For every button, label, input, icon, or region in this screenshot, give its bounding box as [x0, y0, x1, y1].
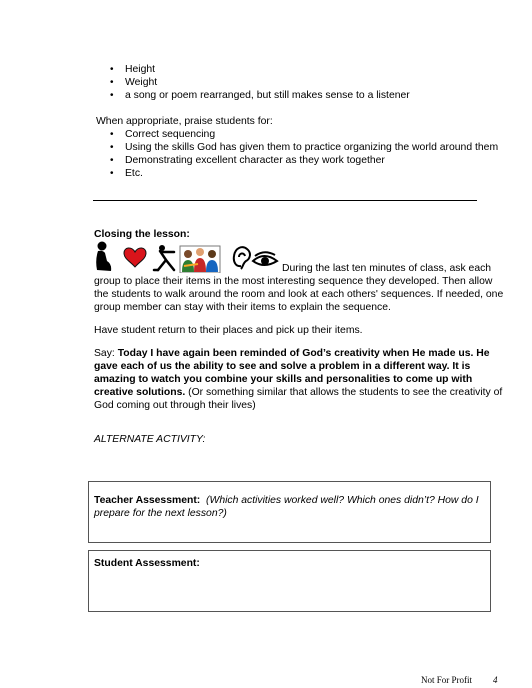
list-item: • Weight — [96, 76, 410, 89]
closing-heading: Closing the lesson: — [94, 229, 190, 240]
say-script: Say: Today I have again been reminded of God’s creativity when He made us. He gave each of us the ability to see and solve a problem in a different way. It is amazing to watch you combine your skills and personalities to come up with creative solutions. (Or something similar that allows the students to see the creativity of God coming out through their lives) — [94, 348, 503, 411]
page-footer — [421, 674, 501, 687]
example-list — [96, 63, 410, 102]
say-script-bold: Today I have again been reminded of God’s creativity when He made us. He gave each of us the ability to see and solve a problem in a different way. It is amazing to watch you combine your skills and personalities to come up with creative solutions. — [94, 348, 490, 398]
list-item: • Using the skills God has given them to practice organizing the world around them — [96, 141, 498, 154]
list-item: • Correct sequencing — [96, 128, 498, 141]
page-number: 4 — [493, 675, 498, 685]
footer-text: Not For Profit — [421, 675, 473, 685]
return-instructions: Have student return to their places and pick up their items. — [94, 325, 363, 336]
list-item: • Etc. — [96, 167, 498, 180]
list-item: • Height — [96, 63, 410, 76]
closing-instructions: During the last ten minutes of class, ask each group to place their items in the most interesting sequence they developed. Then allow the students to walk around the room and look at each others' sequences. If needed, one group member can stay with their items to explain the sequence. — [94, 263, 504, 313]
list-item: • Demonstrating excellent character as they work together — [96, 154, 498, 167]
praise-list — [96, 128, 498, 180]
teacher-assessment-box[interactable] — [88, 481, 491, 543]
praise-intro: When appropriate, praise students for: — [96, 116, 273, 127]
teacher-assessment-label: Teacher Assessment: — [94, 495, 201, 506]
teacher-assessment-prompt: (Which activities worked well? Which ones didn’t? How do I prepare for the next lesson?) — [94, 495, 479, 519]
alternate-activity-heading: ALTERNATE ACTIVITY: — [94, 434, 206, 445]
student-assessment-box[interactable] — [88, 550, 491, 612]
student-assessment-label: Student Assessment: — [94, 558, 200, 569]
horizontal-divider — [93, 200, 477, 201]
list-item: • a song or poem rearranged, but still makes sense to a listener — [96, 89, 410, 102]
say-script-note: (Or something similar that allows the students to see the creativity of God coming out through their lives) — [94, 387, 503, 411]
